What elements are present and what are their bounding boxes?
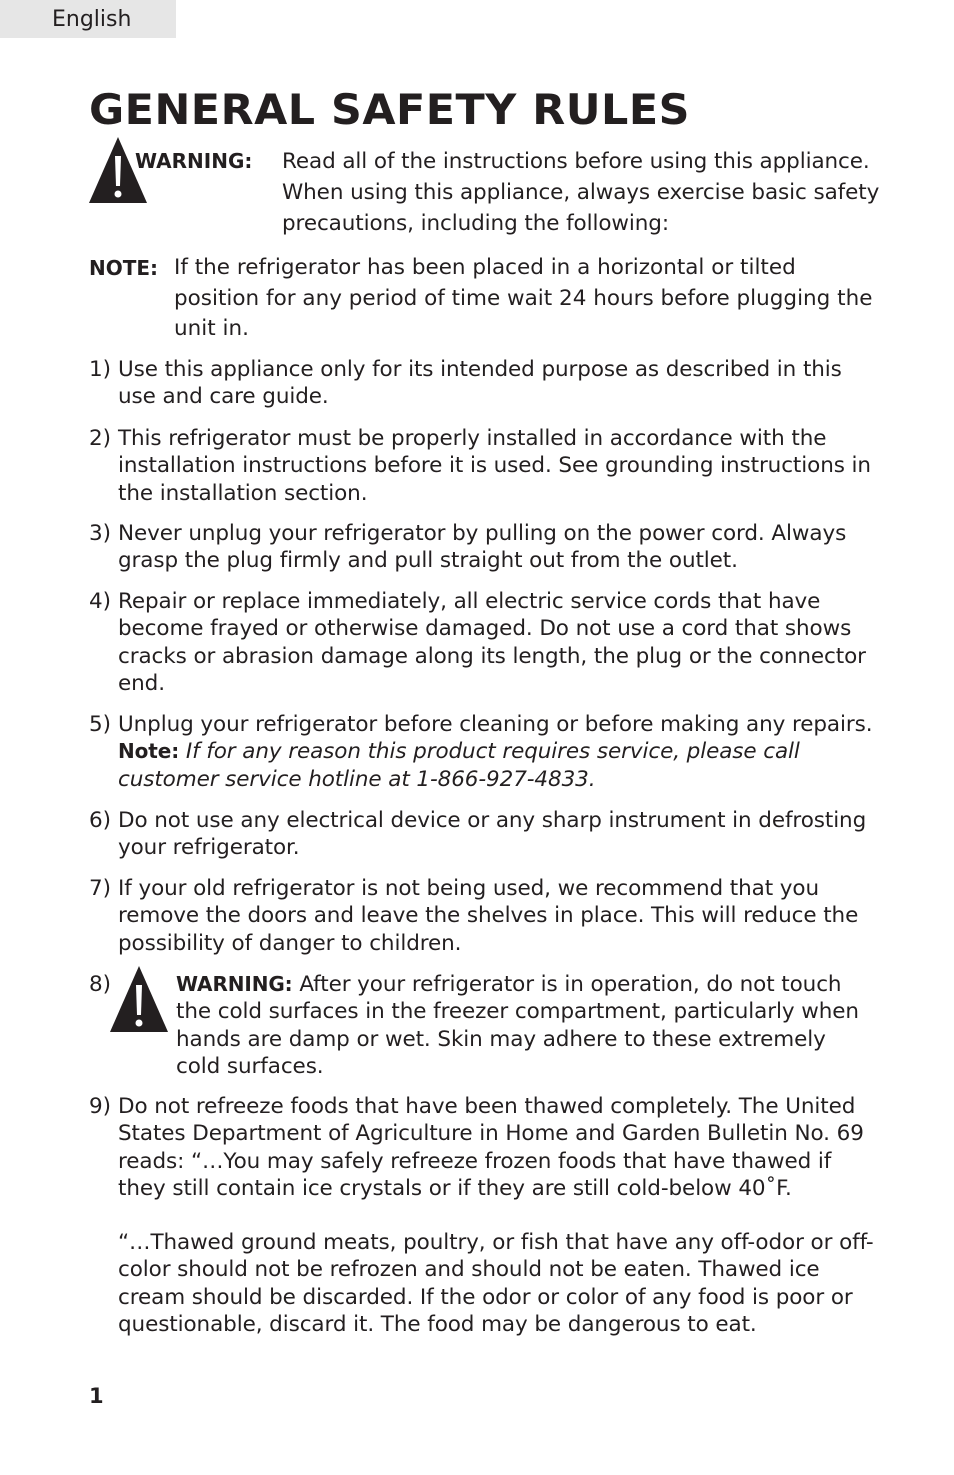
- rule-text: Do not use any electrical device or any sharp instrument in defrosting your refrigerator.: [118, 808, 867, 861]
- rule-text-block: [176, 971, 876, 1080]
- rule-number: 9): [89, 1094, 111, 1119]
- rule-text: Never unplug your refrigerator by pulling on the power cord. Always grasp the plug firmly and pull straight out from the outlet.: [118, 521, 847, 574]
- service-note-label: Note:: [118, 739, 180, 764]
- service-note-text: If for any reason this product requires service, please call customer service hotline at 1-866-927-4833.: [118, 739, 800, 792]
- warning-label: WARNING:: [135, 149, 253, 173]
- rule-text: Repair or replace immediately, all electric service cords that have become frayed or otherwise damaged. Do not use a cord that shows cracks or abrasion damage along its length, the plug or the connector end.: [118, 589, 866, 696]
- rule-item-4: [89, 588, 879, 697]
- rule-item-9: [89, 1093, 879, 1338]
- language-label: English: [52, 7, 132, 32]
- warning-intro-text: Read all of the instructions before using this appliance. When using this appliance, always exercise basic safety precautions, including the following:: [282, 149, 880, 236]
- note-block: [89, 253, 879, 345]
- rule-number: 2): [89, 426, 111, 451]
- rule-text: If your old refrigerator is not being used, we recommend that you remove the doors and leave the shelves in place. This will reduce the possibility of danger to children.: [118, 876, 859, 956]
- rule-quote: “…Thawed ground meats, poultry, or fish that have any off-odor or off-color should not be refrozen and should not be eaten. Thawed ice cream should be discarded. If the odor or color of any food is poor or questionable, discard it. The food may be dangerous to eat.: [118, 1230, 874, 1338]
- rule-text: Use this appliance only for its intended purpose as described in this use and care guide.: [118, 357, 842, 410]
- rule-number: 4): [89, 589, 111, 614]
- rule-number: 3): [89, 521, 111, 546]
- page-number: 1: [89, 1384, 104, 1408]
- rule-number: 6): [89, 808, 111, 833]
- warning-triangle-icon: [109, 965, 169, 1033]
- rule-item-3: [89, 520, 879, 575]
- rule-text-block: [118, 711, 879, 793]
- warning-label: WARNING:: [176, 972, 293, 996]
- language-tab: [0, 0, 176, 38]
- rule-text: Unplug your refrigerator before cleaning or before making any repairs.: [118, 712, 873, 737]
- rule-number: 5): [89, 712, 111, 737]
- rule-item-6: [89, 807, 879, 862]
- note-label: NOTE:: [89, 256, 159, 280]
- rule-text: After your refrigerator is in operation, do not touch the cold surfaces in the freezer compartment, particularly when hands are damp or wet. Skin may adhere to these extremely cold surfaces.: [176, 972, 859, 1079]
- note-text: If the refrigerator has been placed in a horizontal or tilted position for any period of time wait 24 hours before plugging the unit in.: [174, 255, 873, 341]
- rule-item-5: [89, 711, 879, 793]
- rule-item-2: [89, 425, 879, 507]
- rule-number: 1): [89, 357, 111, 382]
- rule-text: Do not refreeze foods that have been thawed completely. The United States Department of Agriculture in Home and Garden Bulletin No. 69 reads: “…You may safely refreeze frozen foods that have thawed if they still contain ice crystals or if they are still cold-below 40˚F.: [118, 1094, 864, 1201]
- rule-item-8: [89, 971, 879, 1083]
- rule-item-1: [89, 356, 879, 411]
- rule-item-7: [89, 875, 879, 957]
- rule-number: 8): [89, 972, 111, 997]
- page-title: GENERAL SAFETY RULES: [89, 85, 690, 134]
- rule-number: 7): [89, 876, 111, 901]
- rule-text: This refrigerator must be properly installed in accordance with the installation instructions before it is used. See grounding instructions in the installation section.: [118, 426, 871, 506]
